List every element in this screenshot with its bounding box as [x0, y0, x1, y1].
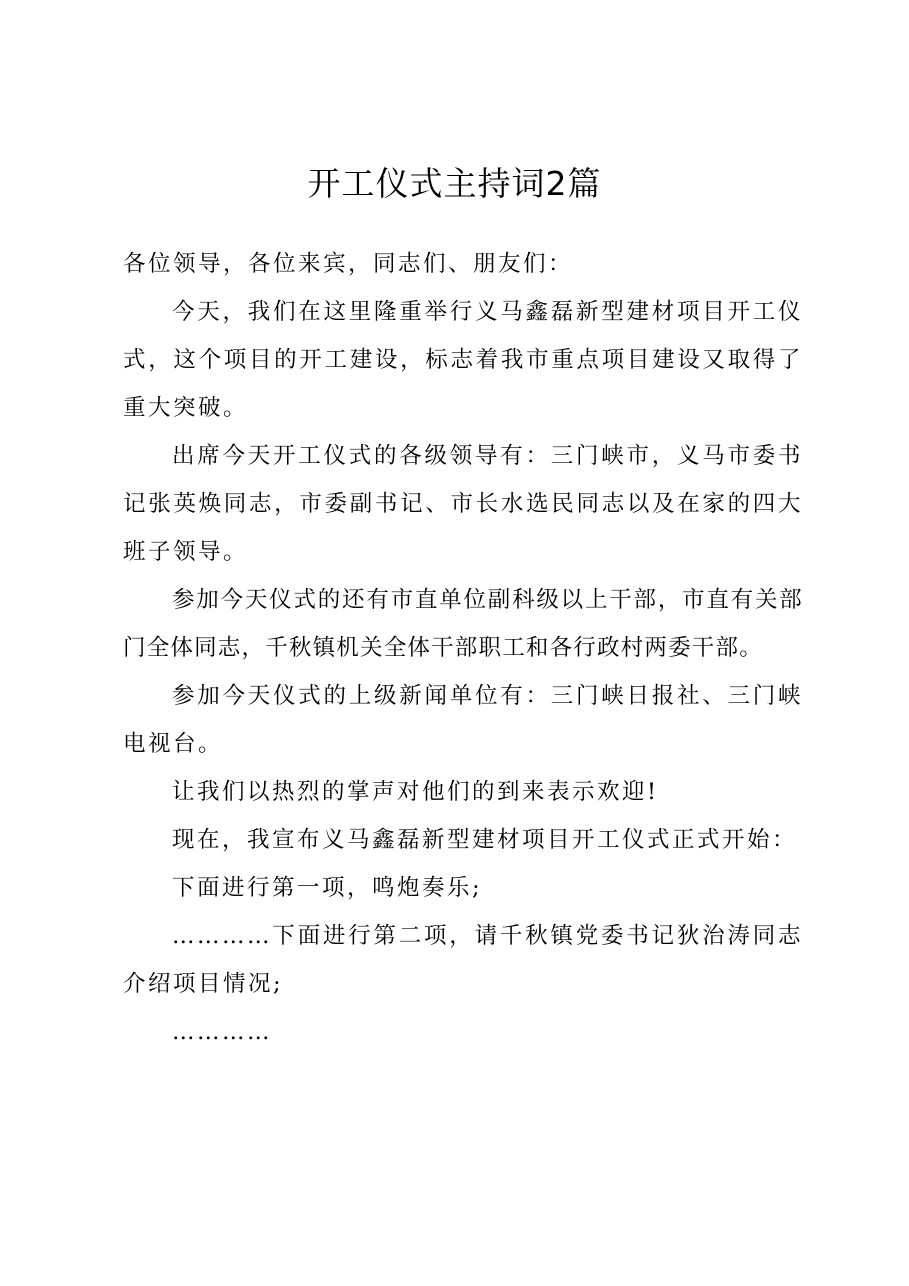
document-title: 开工仪式主持词2篇	[307, 164, 602, 203]
body-paragraph: 参加今天仪式的还有市直单位副科级以上干部，市直有关部门全体同志，千秋镇机关全体干部职工和各行政村两委干部。	[123, 587, 803, 661]
ellipsis-paragraph: …………	[172, 1019, 272, 1045]
body-paragraph: 让我们以热烈的掌声对他们的到来表示欢迎!	[172, 779, 659, 805]
body-paragraph: 出席今天开工仪式的各级领导有：三门峡市，义马市委书记张英焕同志，市委副书记、市长水选民同志以及在家的四大班子领导。	[123, 443, 803, 565]
body-paragraph: 今天，我们在这里隆重举行义马鑫磊新型建材项目开工仪式，这个项目的开工建设，标志着我市重点项目建设又取得了重大突破。	[123, 299, 803, 421]
body-paragraph: 下面进行第一项，鸣炮奏乐;	[172, 875, 483, 901]
body-paragraph: 现在，我宣布义马鑫磊新型建材项目开工仪式正式开始：	[172, 827, 798, 853]
salutation-paragraph: 各位领导，各位来宾，同志们、朋友们：	[123, 251, 574, 277]
body-paragraph: …………下面进行第二项，请千秋镇党委书记狄治涛同志介绍项目情况;	[123, 923, 803, 997]
body-paragraph: 参加今天仪式的上级新闻单位有：三门峡日报社、三门峡电视台。	[123, 683, 803, 757]
document-body	[123, 240, 803, 1056]
